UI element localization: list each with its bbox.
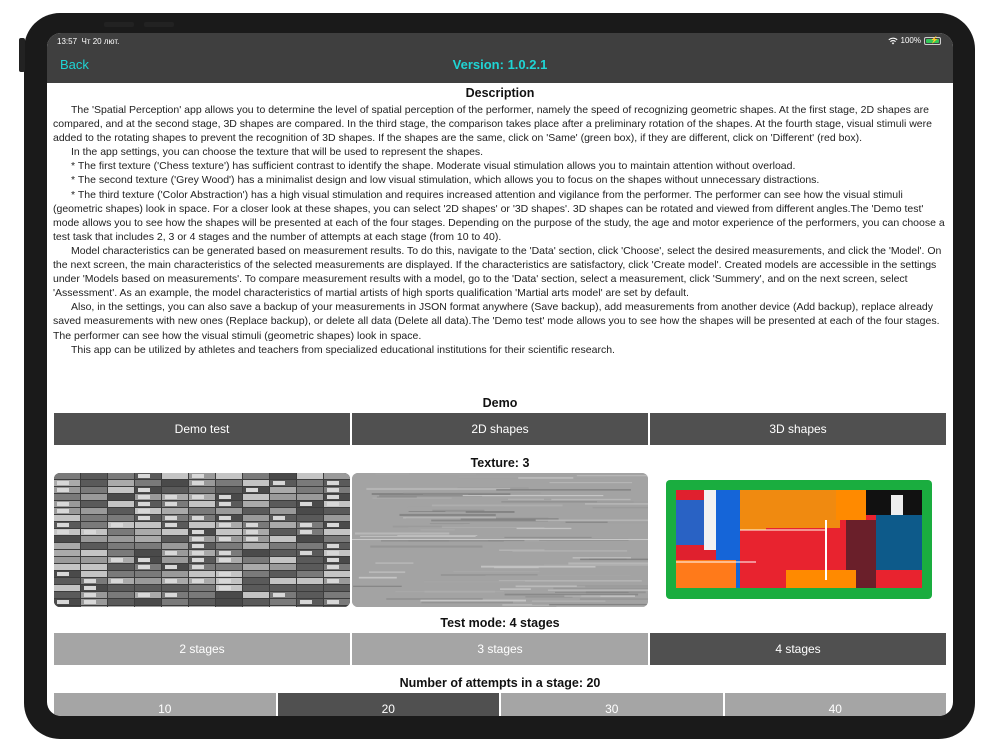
texture-picker — [54, 473, 946, 607]
status-indicators — [888, 36, 941, 45]
color-abstraction-texture-option[interactable] — [666, 480, 932, 599]
demo-title: Demo — [482, 396, 518, 410]
description-paragraph: The 'Spatial Perception' app allows you to determine the level of spatial perception of the performer, namely the speed of recognizing geometric shapes. At the first stage, 2D shapes are compared, and at the second stage, 3D shapes are compared. In the third stage, the comparison takes place after a preliminary rotation of the shapes. At the fourth stage, visual stimuli were added to the rotating shapes to prevent the recognition of 3D shapes. If the shapes are the same, click on 'Same' (green box), if they are different, click on 'Different' (red box). — [53, 104, 932, 145]
2d-shapes-button[interactable]: 2D shapes — [352, 413, 648, 445]
attempts-buttons — [54, 693, 946, 716]
wifi-icon — [888, 37, 898, 45]
chess-texture-image — [54, 473, 350, 607]
color-abstraction-texture-image — [676, 490, 922, 588]
side-button — [19, 38, 25, 72]
time-label: 13:57 — [57, 37, 78, 46]
attempts-10-button[interactable]: 10 — [54, 693, 276, 716]
grey-wood-texture-image — [352, 473, 648, 607]
test-mode-title: Test mode: 4 stages — [440, 616, 560, 630]
description-paragraph: * The second texture ('Grey Wood') has a minimalist design and low visual stimulation, which allows you to focus on the shapes without unnecessary distractions. — [71, 174, 820, 187]
grey-wood-texture-option[interactable] — [352, 473, 648, 607]
demo-test-button[interactable]: Demo test — [54, 413, 350, 445]
3d-shapes-button[interactable]: 3D shapes — [650, 413, 946, 445]
attempts-40-button[interactable]: 40 — [725, 693, 947, 716]
attempts-30-button[interactable]: 30 — [501, 693, 723, 716]
description-paragraph: * The first texture ('Chess texture') has sufficient contrast to identify the shape. Moderate visual stimulation allows you to maintain attention without overload. — [71, 160, 796, 173]
description-paragraph: Also, in the settings, you can also save a backup of your measurements in JSON format anywhere (Save backup), add measurements from another device (Add backup), replace already saved measurements with new ones (Replace backup), or delete all data (Delete all data).The 'Demo test' mode allows you to see how the shapes will be presented at each of the four stages. The performer can see how the visual stimuli (geometric shapes) look in space. — [53, 301, 940, 342]
description-paragraph: This app can be utilized by athletes and teachers from specialized educational institutions for their scientific research. — [71, 343, 615, 356]
attempts-20-button[interactable]: 20 — [278, 693, 500, 716]
date-label: Чт 20 лют. — [81, 37, 120, 46]
top-button — [144, 22, 174, 27]
battery-label: 100% — [900, 36, 921, 45]
settings-content[interactable] — [47, 83, 953, 716]
description-paragraph: Model characteristics can be generated based on measurement results. To do this, navigate to the 'Data' section, click 'Choose', select the desired measurements, and click the 'Model'. On the next screen, the main characteristics of the selected measurements are displayed. If the characteristics are satisfactory, click 'Create model'. Created models are accessible in the settings under 'Models based on measurements'. To compare measurement results with a model, go to the 'Data' section, select a measurement, click 'Summery', and on the next screen, select 'Assessment'. As an example, the model characteristics of martial artists of high sports qualification 'Martial arts model' are set by default. — [53, 244, 942, 300]
description-paragraph: In the app settings, you can choose the texture that will be used to represent the shapes. — [71, 146, 484, 159]
description-paragraph: * The third texture ('Color Abstraction') has a high visual stimulation and requires increased attention and vigilance from the performer. The performer can see how the visual stimuli (geometric shapes) look in space. For a closer look at these shapes, you can select '2D shapes' or '3D shapes'. 3D shapes can be rotated and viewed from different angles.The 'Demo test' mode allows you to see how the shapes will be presented at each of the four stages. Depending on the purpose of the study, the age and motor experience of the performers, you can choose a test task that includes 2, 3 or 4 stages and the number of attempts at each stage (from 10 to 40). — [53, 188, 945, 243]
chess-texture-option[interactable] — [54, 473, 350, 607]
attempts-title: Number of attempts in a stage: 20 — [399, 676, 601, 690]
3-stages-button[interactable]: 3 stages — [352, 633, 648, 665]
status-time — [57, 37, 119, 46]
top-button — [104, 22, 134, 27]
texture-title: Texture: 3 — [470, 456, 530, 470]
page-title: Version: 1.0.2.1 — [452, 57, 548, 72]
4-stages-button[interactable]: 4 stages — [650, 633, 946, 665]
battery-icon: ⚡ — [924, 37, 941, 45]
2-stages-button[interactable]: 2 stages — [54, 633, 350, 665]
test-mode-buttons — [54, 633, 946, 665]
navigation-bar — [47, 33, 953, 83]
back-button[interactable]: Back — [60, 57, 89, 72]
description-text — [53, 103, 949, 357]
screen — [47, 33, 953, 716]
demo-buttons — [54, 413, 946, 445]
description-title: Description — [465, 86, 535, 100]
